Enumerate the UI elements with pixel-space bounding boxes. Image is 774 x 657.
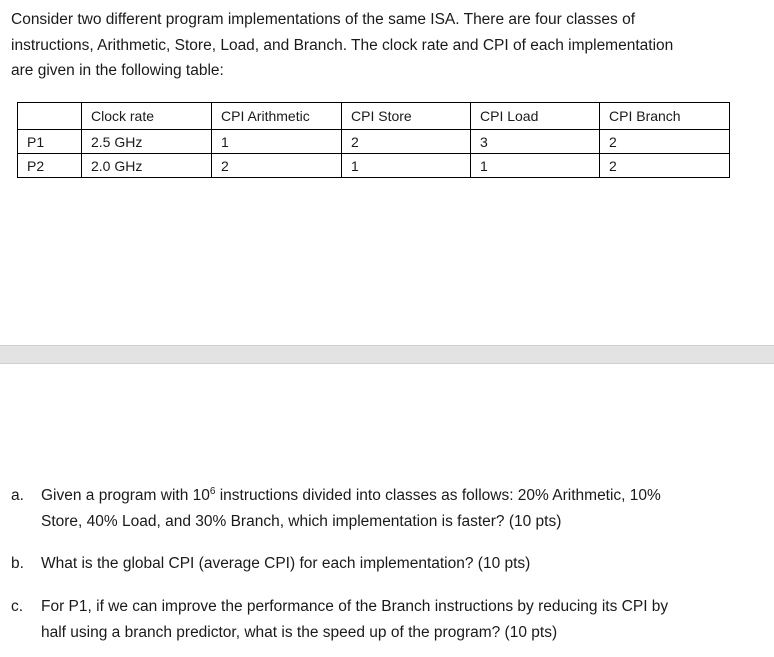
question-label: b. bbox=[11, 555, 24, 572]
table-cell: P2 bbox=[18, 154, 82, 178]
question-text: Given a program with $10^6$ instructions divided into classes as follows: 20% Arithmetic, 10% Store, 40% Load, and 30% Branch, which implementation is faster? (10 pts) bbox=[41, 486, 661, 530]
table-cell: 2 bbox=[212, 154, 342, 178]
intro-paragraph bbox=[11, 7, 751, 84]
exponent: 6 bbox=[209, 486, 216, 497]
table-cell: 2.5 GHz bbox=[82, 130, 212, 154]
intro-line-1: Consider two different program implementations of the same ISA. There are four classes of bbox=[11, 11, 636, 28]
question-b bbox=[11, 551, 751, 577]
table-cell: 1 bbox=[342, 154, 471, 178]
question-c bbox=[11, 594, 751, 645]
table-cell: 2 bbox=[600, 154, 730, 178]
header-cell-empty bbox=[18, 103, 82, 130]
header-cell-cpi-branch: CPI Branch bbox=[600, 103, 730, 130]
table-cell: 3 bbox=[471, 130, 600, 154]
question-text: For P1, if we can improve the performance of the Branch instructions by reducing its CPI by half using a branch predictor, what is the speed up of the program? (10 pts) bbox=[41, 598, 669, 641]
question-label: a. bbox=[11, 487, 24, 504]
question-text: What is the global CPI (average CPI) for each implementation? (10 pts) bbox=[41, 555, 531, 572]
table-cell: 1 bbox=[212, 130, 342, 154]
page-divider-bar bbox=[0, 345, 774, 364]
question-label: c. bbox=[11, 598, 24, 615]
intro-line-2: instructions, Arithmetic, Store, Load, and Branch. The clock rate and CPI of each implementation bbox=[11, 36, 674, 54]
header-cell-cpi-load: CPI Load bbox=[471, 103, 600, 130]
header-cell-cpi-store: CPI Store bbox=[342, 103, 471, 130]
cpi-table bbox=[17, 102, 730, 178]
header-cell-cpi-arithmetic: CPI Arithmetic bbox=[212, 103, 342, 130]
intro-line-3: are given in the following table: bbox=[11, 62, 224, 79]
header-cell-clock-rate: Clock rate bbox=[82, 103, 212, 130]
table-cell: 2 bbox=[600, 130, 730, 154]
table-header-row bbox=[18, 103, 730, 130]
question-a bbox=[11, 483, 751, 534]
table-cell: 2 bbox=[342, 130, 471, 154]
table-cell: 1 bbox=[471, 154, 600, 178]
table-cell: 2.0 GHz bbox=[82, 154, 212, 178]
table-row bbox=[18, 154, 730, 178]
table-row bbox=[18, 130, 730, 154]
table-cell: P1 bbox=[18, 130, 82, 154]
